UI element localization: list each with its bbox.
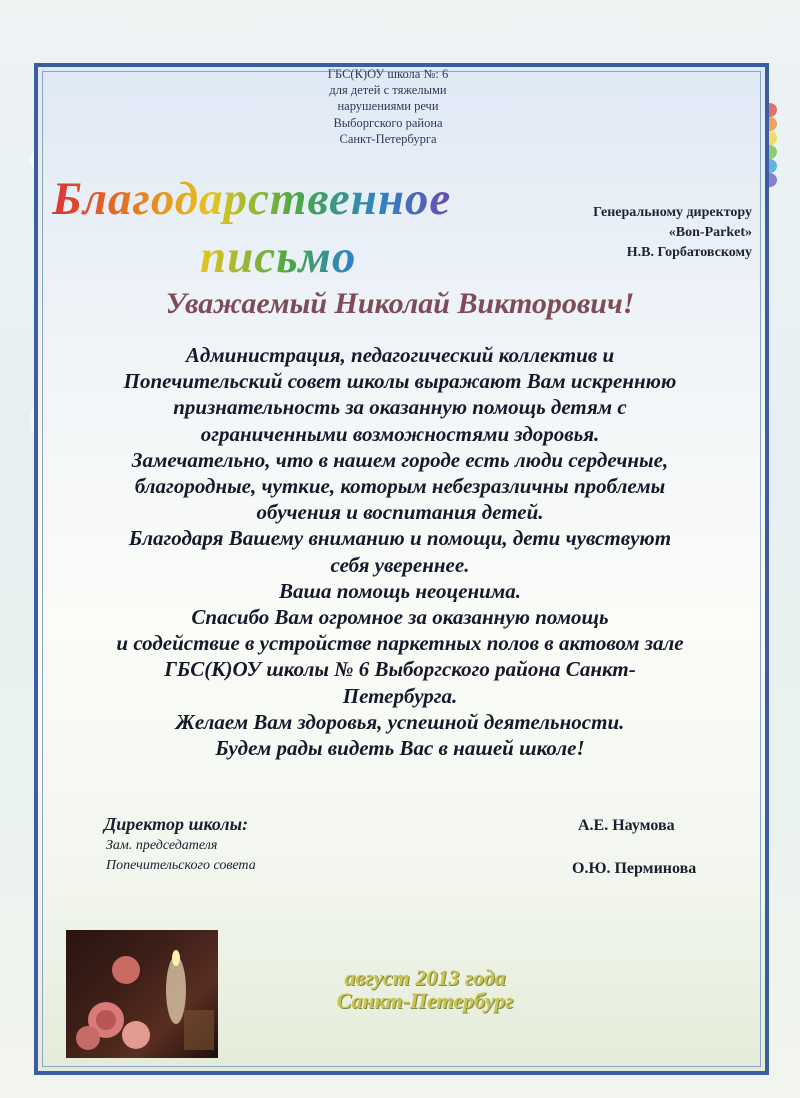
addressee-line: Генеральному директору xyxy=(593,205,752,220)
body-line: Желаем Вам здоровья, успешной деятельности. xyxy=(175,709,625,734)
footer-date-block xyxy=(300,966,550,1012)
body-line: Благодаря Вашему вниманию и помощи, дети чувствуют xyxy=(128,526,672,551)
banner-line: Санкт-Петербурга xyxy=(339,131,437,146)
roses-photo-art xyxy=(66,930,218,1058)
footer-city: Санкт-Петербург xyxy=(336,988,514,1013)
body-line: обучения и воспитания детей. xyxy=(256,500,544,525)
title-line-1: Благодарственное xyxy=(52,172,522,226)
body-line: благородные, чуткие, которым небезразличны проблемы xyxy=(134,474,666,499)
deputy-label-1: Зам. председателя xyxy=(106,838,218,853)
body-line: Спасибо Вам огромное за оказанную помощь xyxy=(191,605,609,630)
addressee-line: Н.В. Горбатовскому xyxy=(626,245,752,260)
banner-line: ГБС(К)ОУ школа №: 6 xyxy=(327,67,449,81)
deputy-name: О.Ю. Перминова xyxy=(572,860,697,877)
greeting: Уважаемый Николай Викторович! xyxy=(165,287,635,320)
addressee-block xyxy=(520,203,752,263)
deputy-label-2: Попечительского совета xyxy=(106,858,256,873)
body-line: ГБС(К)ОУ школы № 6 Выборгского района Санкт- xyxy=(164,657,636,682)
school-banner xyxy=(292,66,484,147)
director-label: Директор школы: xyxy=(104,814,249,834)
body-line: Будем рады видеть Вас в нашей школе! xyxy=(215,736,585,761)
body-line: Администрация, педагогический коллектив и xyxy=(185,343,615,367)
footer-date: август 2013 года xyxy=(344,965,506,990)
addressee-line: «Bon-Parket» xyxy=(668,225,752,240)
roses-photo xyxy=(66,930,218,1058)
body-line: ограниченными возможностями здоровья. xyxy=(200,421,600,446)
letter-body xyxy=(40,342,760,761)
body-line: признательность за оказанную помощь детям с xyxy=(173,395,627,420)
body-line: и содействие в устройстве паркетных полов в актовом зале xyxy=(116,631,684,656)
body-line: себя увереннее. xyxy=(330,552,470,577)
body-line: Попечительский совет школы выражают Вам искреннюю xyxy=(123,369,677,394)
director-name: А.Е. Наумова xyxy=(578,817,675,834)
body-line: Ваша помощь неоценима. xyxy=(278,578,522,603)
body-line: Замечательно, что в нашем городе есть люди сердечные, xyxy=(131,447,669,472)
banner-line: Выборгского района xyxy=(333,115,443,130)
banner-line: нарушениями речи xyxy=(337,99,439,114)
body-line: Петербурга. xyxy=(342,683,458,708)
banner-line: для детей с тяжелыми xyxy=(329,83,447,98)
title-line-2: письмо xyxy=(200,230,400,284)
